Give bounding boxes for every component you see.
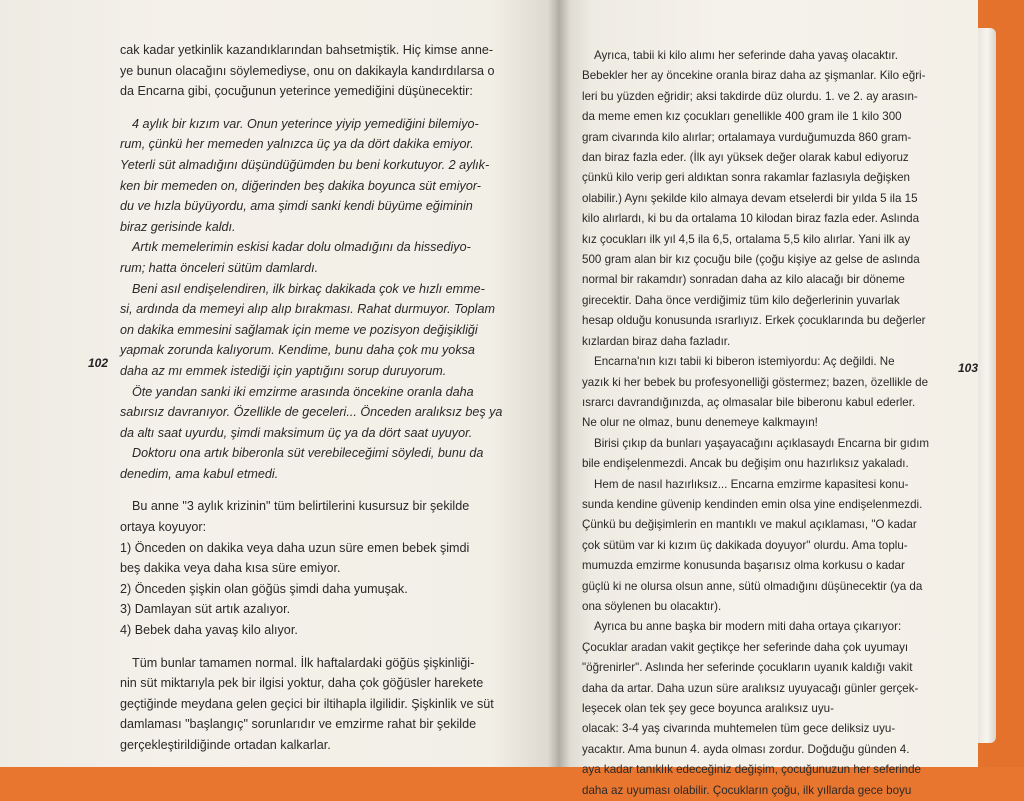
text-line: "öğrenirler". Aslında her seferinde çocukların uyanık kaldığı vakit	[582, 661, 913, 675]
text-line: Ayrıca bu anne başka bir modern miti daha ortaya çıkarıyor:	[594, 620, 902, 634]
text-line: daha az mı emmek istediği için yaptığını sorup duruyorum.	[120, 363, 447, 378]
text-line: güçlü ki ne olursa olsun anne, sütü olmadığını düşünecektir (ya da	[582, 579, 923, 593]
text-line: Bu anne "3 aylık krizinin" tüm belirtilerini kusursuz bir şekilde	[132, 499, 470, 514]
text-line: ona söylenen bu olacaktır).	[582, 599, 722, 613]
text-line: hesap olduğu konusunda ısrarlıyız. Erkek çocuklarında bu değerler	[582, 314, 926, 328]
text-line: Artık memelerimin eskisi kadar dolu olmadığını da hissediyo-	[132, 240, 471, 255]
text-line: cak kadar yetkinlik kazandıklarından bahsetmiştik. Hiç kimse anne-	[120, 43, 494, 57]
text-line: si, ardında da memeyi alıp alıp bırakması. Rahat durmuyor. Toplam	[120, 302, 495, 317]
text-line: yazık ki her bebek bu profesyonelliği göstermez; bazen, özellikle de	[582, 375, 929, 389]
text-line: gram civarında kilo alırlar; ortalamaya vurduğumuzda 860 gram-	[582, 130, 912, 144]
text-line: kızlardan biraz daha fazladır.	[582, 334, 731, 348]
text-line: on dakika emmesini sağlamak için meme ve pozisyon değişikliği	[120, 322, 478, 337]
text-line: dan biraz fazla eder. (İlk ayı yüksek değer olarak kabul ediyoruz	[582, 151, 909, 165]
text-line: yacaktır. Ama bunun 4. ayda olması zordur. Doğduğu günden 4.	[582, 742, 910, 756]
text-line: ortaya koyuyor:	[120, 520, 207, 535]
paragraph-gap	[120, 641, 534, 653]
text-line: daha az uyuması olabilir. Çocukların çoğu, ilk yıllarda gece boyu	[582, 783, 912, 797]
text-line: Yeterli süt almadığını düşündüğümden bu beni korkutuyor. 2 aylık-	[120, 157, 490, 172]
text-line: daha da artar. Daha uzun süre aralıksız uyuyacağı günler gerçek-	[582, 681, 919, 695]
text-line: olabilir.) Aynı şekilde kilo almaya devam etselerdi bir yılda 5 ila 15	[582, 191, 918, 205]
text-line: Çünkü bu değişimlerin en mantıklı ve makul açıklaması, "O kadar	[582, 518, 917, 532]
text-line: 4) Bebek daha yavaş kilo alıyor.	[120, 623, 298, 638]
text-line: damlaması "başlangıç" sorunlarıdır ve emzirme rahat bir şekilde	[120, 717, 477, 732]
text-line: 4 aylık bir kızım var. Onun yeterince yiyip yemediğini bilemiyo-	[132, 116, 479, 131]
text-line: ısrarcı davrandığınızda, aç olmasalar bile biberonu kabul ederler.	[582, 395, 916, 409]
text-line: Beni asıl endişelendiren, ilk birkaç dakikada çok ve hızlı emme-	[132, 281, 485, 296]
text-line: ken bir memeden on, diğerinden beş dakika boyunca süt emiyor-	[120, 178, 481, 193]
text-line: Hem de nasıl hazırlıksız... Encarna emzirme kapasitesi konu-	[594, 477, 909, 491]
text-line: rum, çünkü her memeden yalnızca üç ya da dört dakika emiyor.	[120, 137, 474, 152]
text-line: leşecek olan tek şey gece boyunca aralıksız uyu-	[582, 702, 834, 715]
text-line: Doktoru ona artık biberonla süt verebileceğimi söyledi, bunu da	[132, 446, 484, 461]
text-line: da altı saat uyurdu, şimdi maksimum üç ya da dört saat uyuyor.	[120, 425, 473, 440]
text-line: da Encarna gibi, çocuğunun yeterince yemediğini düşünecektir:	[120, 84, 473, 99]
text-line: Bebekler her ay öncekine oranla biraz daha az şişmanlar. Kilo eğri-	[582, 69, 926, 83]
text-line: Öte yandan sanki iki emzirme arasında öncekine oranla daha	[132, 384, 474, 399]
text-line: kilo alırlardı, ki bu da ortalama 10 kilodan biraz fazla eder. Aslında	[582, 212, 920, 226]
text-line: gerçekleştirildiğinde ortadan kalkarlar.	[120, 738, 331, 752]
text-line: çünkü kilo verip geri aldıktan sonra rakamlar fazlasıyla değişken	[582, 171, 911, 185]
text-line: denedim, ama kabul etmedi.	[120, 466, 279, 481]
text-line: rum; hatta önceleri sütüm damlardı.	[120, 260, 319, 275]
text-line: ye bunun olacağını söylemediyse, onu on dakikayla kandırdılarsa o	[120, 63, 495, 78]
text-line: girecektir. Daha önce verdiğimiz tüm kilo değerlerinin yuvarlak	[582, 293, 900, 307]
text-line: yapmak zorunda kalıyorum. Kendime, bunu daha çok mu yoksa	[120, 343, 475, 358]
text-line: geçtiğinde meydana gelen geçici bir iltihapla ilgilidir. Şişkinlik ve süt	[120, 696, 494, 711]
text-line: da meme emen kız çocukları genellikle 400 gram ile 1 kilo 300	[582, 110, 902, 124]
text-line: kız çocukları ilk yıl 4,5 ila 6,5, ortalama 5,5 kilo alırlar. Yani ilk ay	[582, 232, 911, 246]
text-line: Ne olur ne olmaz, bunu denemeye kalkmayın!	[582, 416, 818, 430]
text-line: nin süt miktarıyla pek bir ilgisi yoktur, daha çok göğüsler harekete	[120, 676, 484, 691]
text-line: Birisi çıkıp da bunları yaşayacağını açıklasaydı Encarna bir gıdım	[594, 436, 930, 450]
page-edge	[978, 28, 996, 743]
text-line: bile endişelenmezdi. Ancak bu değişim onu hazırlıksız yakaladı.	[582, 457, 909, 471]
text-line: leri bu yüzden eğridir; aksi takdirde düz olurdu. 1. ve 2. ay arasın-	[582, 89, 918, 103]
page-number-left: 102	[88, 356, 109, 370]
book-gutter	[548, 0, 570, 767]
text-line: sabırsız davranıyor. Özellikle de geceleri... Önceden aralıksız beş ya	[120, 405, 503, 420]
text-line: Encarna'nın kızı tabii ki biberon istemiyordu: Aç değildi. Ne	[594, 355, 895, 369]
text-line: aya kadar tanıklık edeceğiniz değişim, çocuğunuzun her seferinde	[582, 763, 921, 777]
text-line: mumuzda emzirme konusunda başarısız olma korkusu o kadar	[582, 559, 905, 573]
text-line: beş dakika veya daha kısa süre emiyor.	[120, 561, 341, 576]
text-line: normal bir rakamdır) sonradan daha az kilo alacağı bir döneme	[582, 273, 905, 287]
text-line: 3) Damlayan süt artık azalıyor.	[120, 602, 291, 617]
text-line: 500 gram alan bir kız çocuğu bile (çoğu kişiye az gelse de aslında	[582, 253, 920, 267]
right-page	[558, 0, 978, 797]
text-line: Çocuklar aradan vakit geçtikçe her seferinde daha çok uyumayı	[582, 640, 909, 654]
page-number-right: 103	[958, 361, 979, 375]
text-line: 2) Önceden şişkin olan göğüs şimdi daha yumuşak.	[120, 581, 408, 596]
text-line: Ayrıca, tabii ki kilo alımı her seferinde daha yavaş olacaktır.	[594, 49, 898, 62]
paragraph-gap	[120, 484, 534, 496]
text-line: 1) Önceden on dakika veya daha uzun süre emen bebek şimdi	[120, 540, 470, 555]
text-line: olacak: 3-4 yaş civarında muhtemelen tüm gece deliksiz uyu-	[582, 722, 896, 736]
text-line: du ve hızla büyüyordu, ama şimdi sanki kendi büyüme eğiminin	[120, 199, 473, 214]
text-line: Tüm bunlar tamamen normal. İlk haftalardaki göğüs şişkinliği-	[132, 655, 475, 670]
text-line: çok sütüm var ki kızım üç dakikada doyuyor" olurdu. Ama toplu-	[582, 538, 908, 552]
text-line: sunda kendine güvenip kendinden emin olsa yine endişelenmezdi.	[582, 497, 923, 511]
text-line: biraz gerisinde kaldı.	[120, 219, 236, 234]
paragraph-gap	[120, 102, 534, 114]
